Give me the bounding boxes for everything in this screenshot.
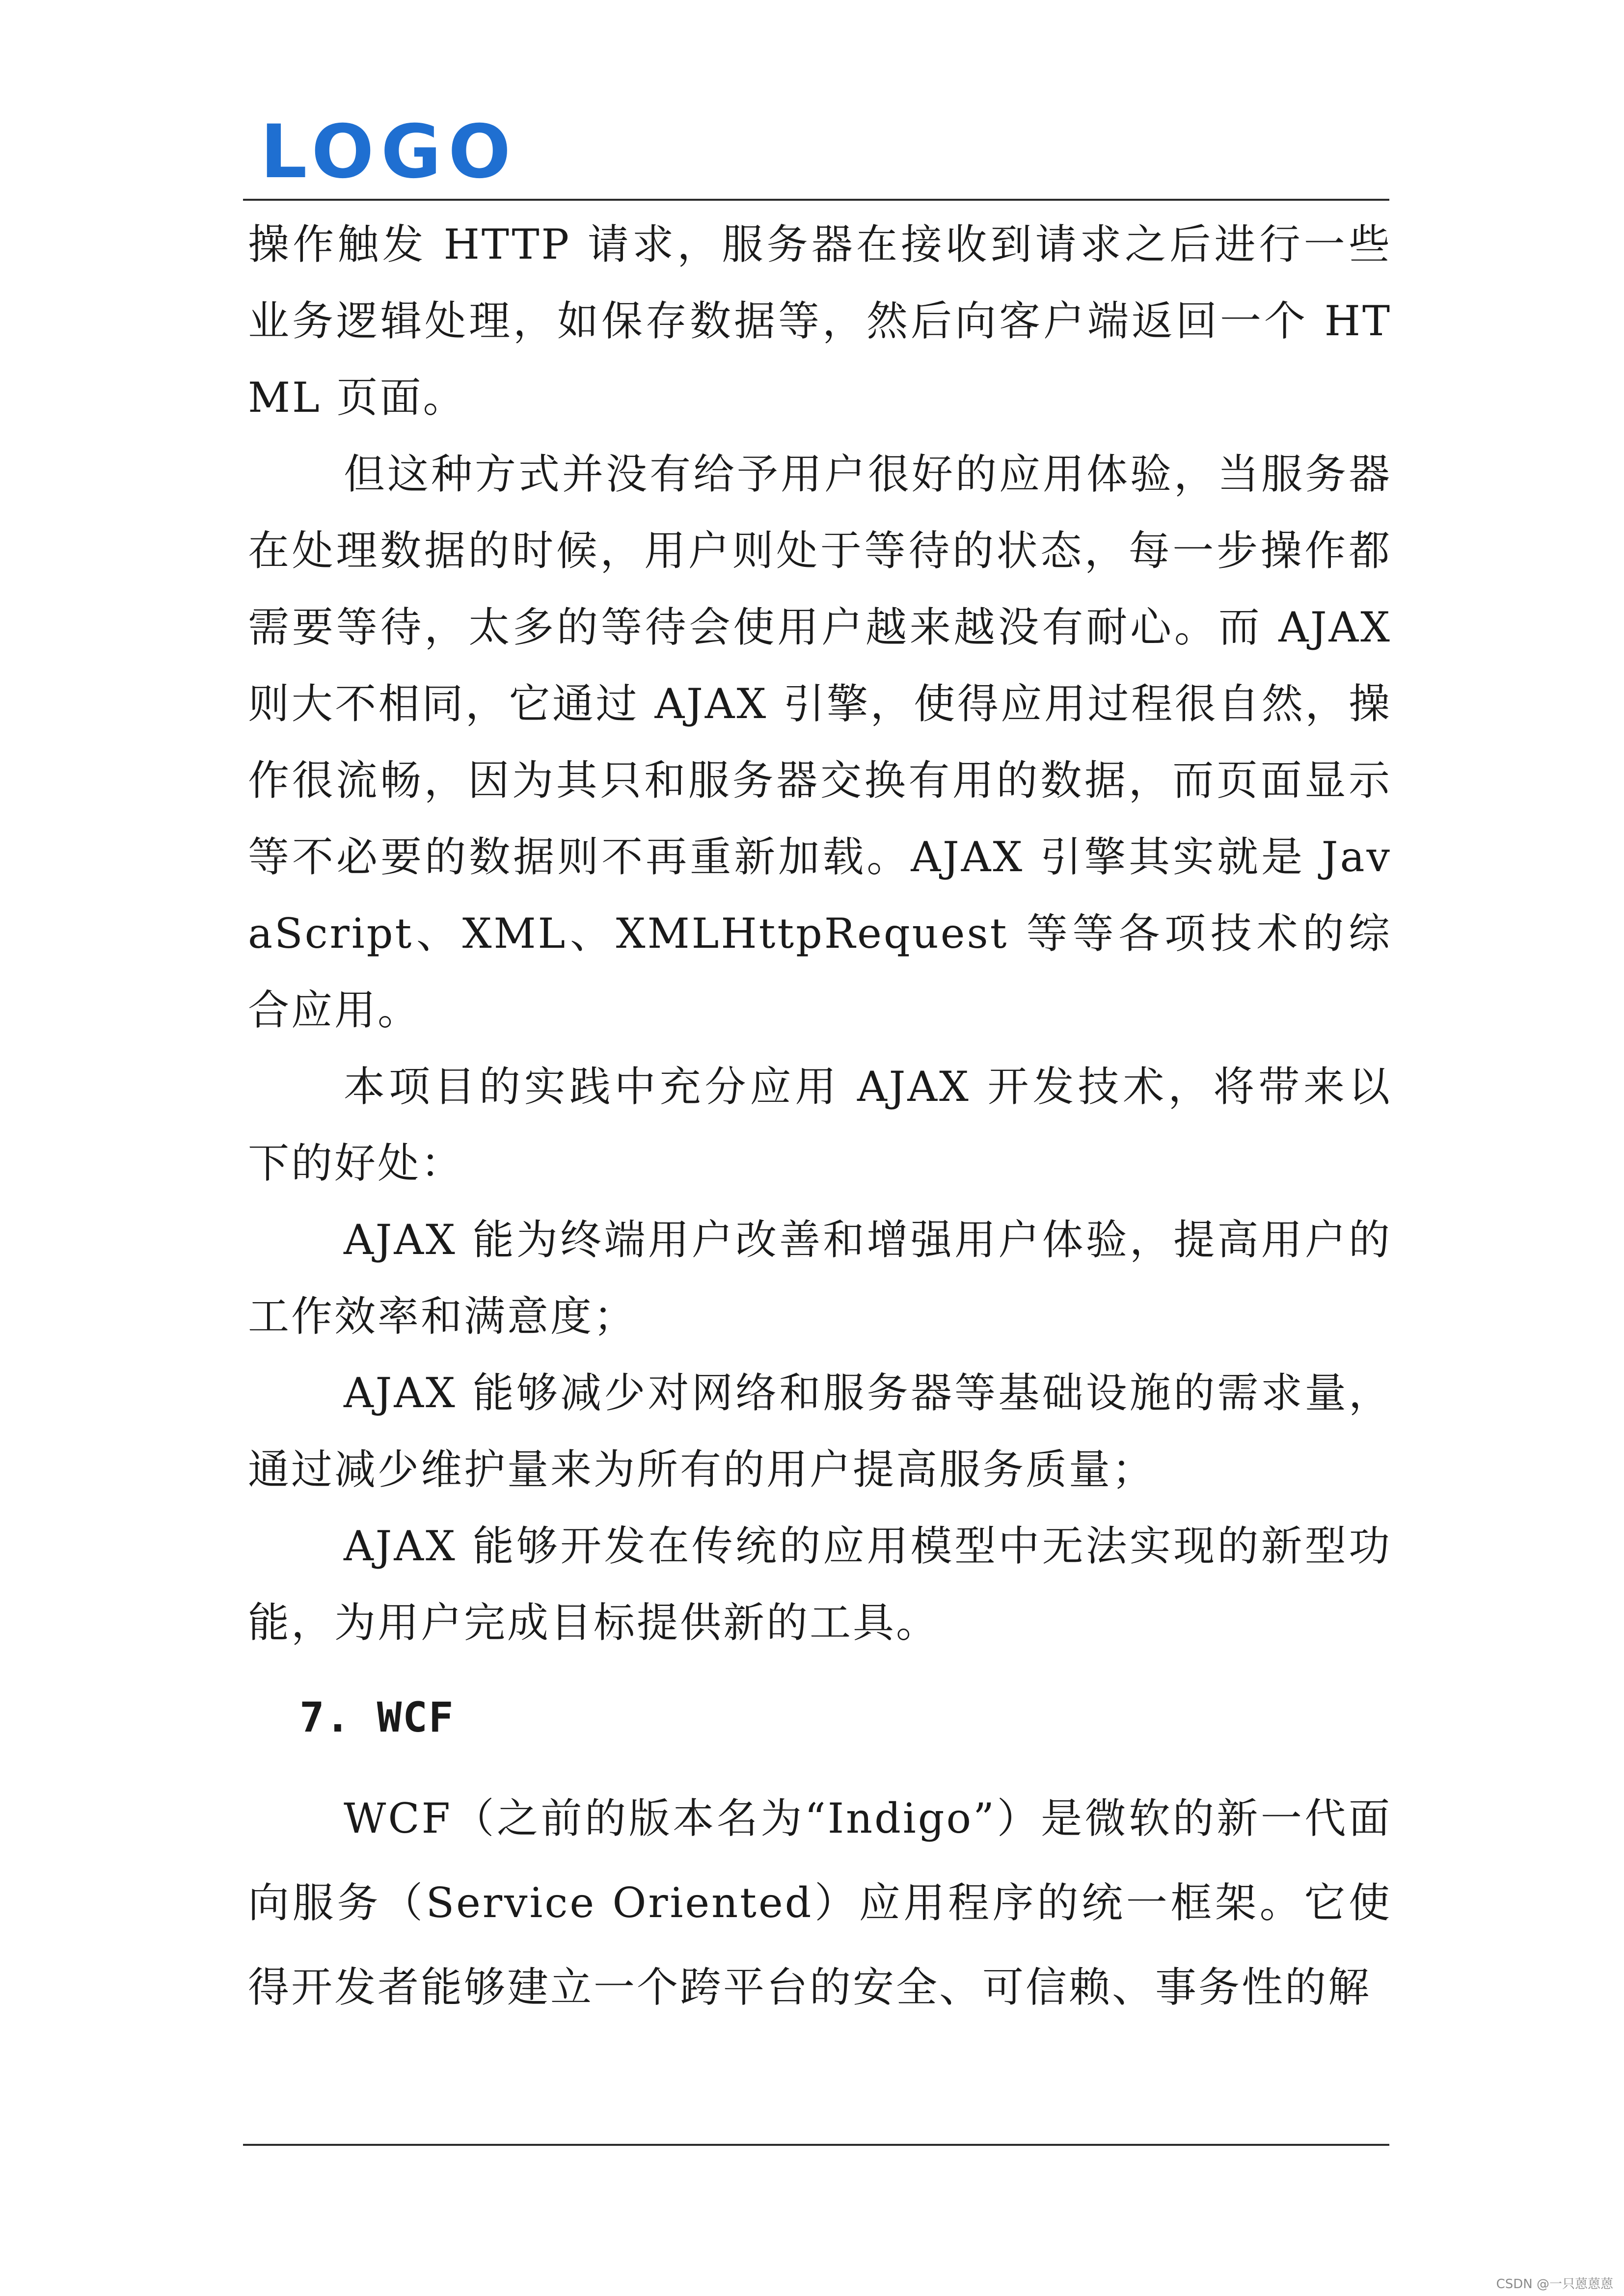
watermark: CSDN @一只蒽蒽蒽: [1496, 2277, 1613, 2292]
paragraph-continuation: 操作触发 HTTP 请求，服务器在接收到请求之后进行一些业务逻辑处理，如保存数据等，然后向客户端返回一个 HTML 页面。: [248, 220, 1392, 422]
section-heading-wcf: 7. WCF: [299, 1693, 455, 1741]
paragraph-ajax-comparison: 但这种方式并没有给予用户很好的应用体验，当服务器在处理数据的时候，用户则处于等待的状态，每一步操作都需要等待，太多的等待会使用户越来越没有耐心。而 AJAX 则大不相同，它通过 AJAX 引擎，使得应用过程很自然，操作很流畅，因为其只和服务器交换有用的数据，而页面显示等不必要的数据则不再重新加载。AJAX 引擎其实就是 JavaScript、XML、XMLHttpRequest 等等各项技术的综合应用。: [248, 450, 1392, 1034]
paragraph-benefit-1: AJAX 能为终端用户改善和增强用户体验，提高用户的工作效率和满意度；: [248, 1216, 1392, 1340]
paragraph-benefit-2: AJAX 能够减少对网络和服务器等基础设施的需求量，通过减少维护量来为所有的用户提高服务质量；: [248, 1369, 1392, 1494]
logo: LOGO: [260, 109, 518, 195]
header-divider: [243, 199, 1389, 201]
paragraph-benefits-intro: 本项目的实践中充分应用 AJAX 开发技术，将带来以下的好处：: [248, 1063, 1392, 1187]
paragraph-wcf: WCF（之前的版本名为“Indigo”）是微软的新一代面向服务（Service Oriented）应用程序的统一框架。它使得开发者能够建立一个跨平台的安全、可信赖、事务性的解: [248, 1794, 1392, 2011]
document-body: [248, 206, 1392, 2029]
paragraph-benefit-3: AJAX 能够开发在传统的应用模型中无法实现的新型功能，为用户完成目标提供新的工具。: [248, 1522, 1392, 1647]
footer-divider: [243, 2144, 1389, 2146]
